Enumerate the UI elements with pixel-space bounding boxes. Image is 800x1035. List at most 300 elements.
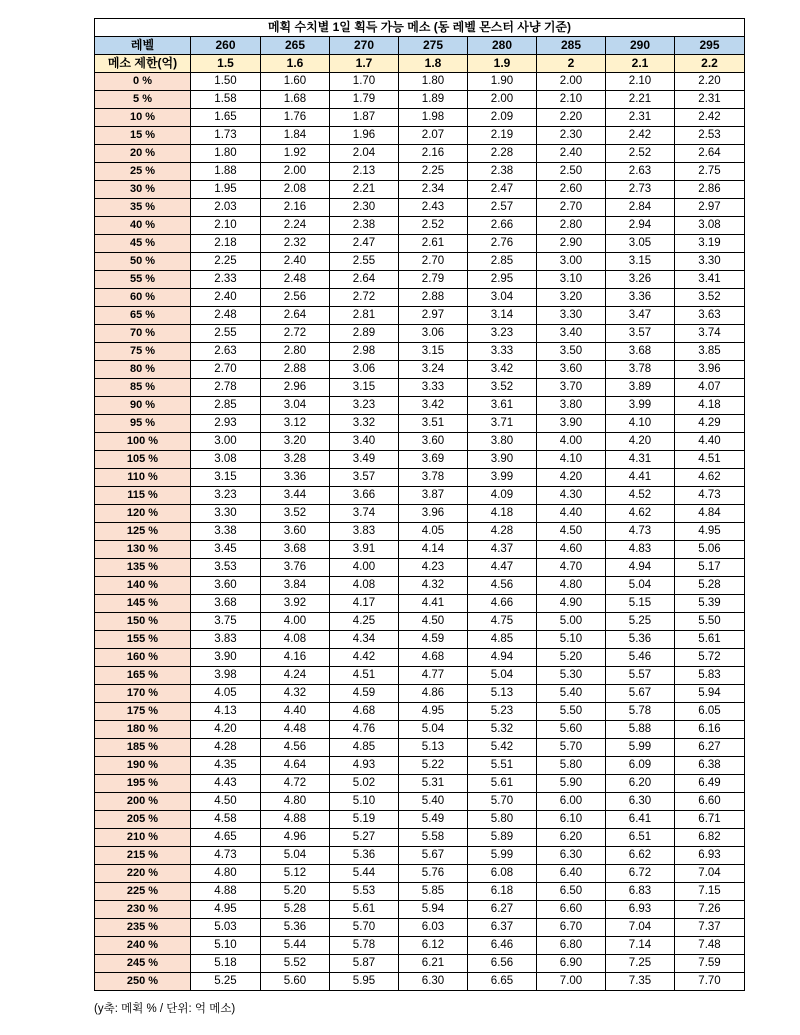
table-cell: 7.59 <box>675 955 745 973</box>
table-cell: 2.08 <box>261 181 330 199</box>
table-cell: 3.06 <box>330 361 399 379</box>
table-cell: 1.79 <box>330 91 399 109</box>
table-cell: 3.78 <box>606 361 675 379</box>
table-cell: 5.13 <box>399 739 468 757</box>
table-cell: 3.20 <box>261 433 330 451</box>
table-cell: 4.75 <box>468 613 537 631</box>
table-row <box>95 847 745 865</box>
table-cell: 2.25 <box>191 253 261 271</box>
table-cell: 4.51 <box>675 451 745 469</box>
percent-row-header: 220 % <box>95 865 191 883</box>
table-cell: 3.70 <box>537 379 606 397</box>
table-cell: 3.08 <box>191 451 261 469</box>
table-row <box>95 703 745 721</box>
table-cell: 6.49 <box>675 775 745 793</box>
table-cell: 4.23 <box>399 559 468 577</box>
table-cell: 1.90 <box>468 73 537 91</box>
percent-row-header: 120 % <box>95 505 191 523</box>
percent-row-header: 240 % <box>95 937 191 955</box>
table-cell: 2.03 <box>191 199 261 217</box>
table-cell: 3.50 <box>537 343 606 361</box>
table-row <box>95 361 745 379</box>
table-cell: 3.52 <box>468 379 537 397</box>
percent-row-header: 55 % <box>95 271 191 289</box>
table-cell: 5.36 <box>261 919 330 937</box>
table-cell: 5.36 <box>606 631 675 649</box>
table-row <box>95 757 745 775</box>
percent-row-header: 125 % <box>95 523 191 541</box>
table-cell: 1.88 <box>191 163 261 181</box>
table-cell: 6.80 <box>537 937 606 955</box>
table-cell: 5.44 <box>330 865 399 883</box>
table-cell: 2.79 <box>399 271 468 289</box>
table-cell: 5.99 <box>468 847 537 865</box>
table-cell: 2.72 <box>330 289 399 307</box>
table-cell: 5.61 <box>675 631 745 649</box>
table-row <box>95 955 745 973</box>
table-cell: 1.95 <box>191 181 261 199</box>
table-cell: 6.56 <box>468 955 537 973</box>
table-cell: 4.88 <box>191 883 261 901</box>
table-cell: 2.10 <box>606 73 675 91</box>
table-cell: 3.89 <box>606 379 675 397</box>
level-header-cell: 285 <box>537 37 606 55</box>
table-cell: 6.90 <box>537 955 606 973</box>
limit-header-row <box>95 55 745 73</box>
percent-row-header: 20 % <box>95 145 191 163</box>
percent-row-header: 155 % <box>95 631 191 649</box>
table-cell: 5.13 <box>468 685 537 703</box>
percent-row-header: 180 % <box>95 721 191 739</box>
table-cell: 5.76 <box>399 865 468 883</box>
table-cell: 5.67 <box>399 847 468 865</box>
table-cell: 2.72 <box>261 325 330 343</box>
table-row <box>95 541 745 559</box>
level-header-cell: 290 <box>606 37 675 55</box>
table-cell: 2.40 <box>261 253 330 271</box>
table-row <box>95 325 745 343</box>
table-cell: 4.95 <box>191 901 261 919</box>
percent-row-header: 195 % <box>95 775 191 793</box>
percent-row-header: 190 % <box>95 757 191 775</box>
level-header-cell: 260 <box>191 37 261 55</box>
table-cell: 3.57 <box>606 325 675 343</box>
table-cell: 3.53 <box>191 559 261 577</box>
table-cell: 4.66 <box>468 595 537 613</box>
percent-row-header: 25 % <box>95 163 191 181</box>
table-row <box>95 883 745 901</box>
table-row <box>95 613 745 631</box>
table-cell: 2.84 <box>606 199 675 217</box>
table-cell: 2.38 <box>468 163 537 181</box>
table-row <box>95 271 745 289</box>
table-cell: 4.90 <box>537 595 606 613</box>
percent-row-header: 160 % <box>95 649 191 667</box>
table-cell: 4.51 <box>330 667 399 685</box>
table-row <box>95 199 745 217</box>
table-cell: 2.80 <box>261 343 330 361</box>
table-cell: 2.55 <box>191 325 261 343</box>
table-cell: 4.40 <box>675 433 745 451</box>
footnote: (y축: 메획 % / 단위: 억 메소) <box>94 1003 236 1015</box>
table-cell: 3.15 <box>399 343 468 361</box>
table-cell: 7.48 <box>675 937 745 955</box>
percent-row-header: 100 % <box>95 433 191 451</box>
table-row <box>95 559 745 577</box>
table-cell: 3.69 <box>399 451 468 469</box>
table-row <box>95 73 745 91</box>
table-cell: 2.48 <box>261 271 330 289</box>
table-cell: 2.73 <box>606 181 675 199</box>
table-cell: 7.15 <box>675 883 745 901</box>
table-cell: 5.44 <box>261 937 330 955</box>
table-cell: 4.73 <box>675 487 745 505</box>
table-cell: 3.36 <box>606 289 675 307</box>
table-cell: 1.96 <box>330 127 399 145</box>
table-cell: 4.58 <box>191 811 261 829</box>
table-cell: 2.97 <box>675 199 745 217</box>
table-cell: 3.00 <box>191 433 261 451</box>
table-cell: 2.80 <box>537 217 606 235</box>
table-cell: 2.10 <box>191 217 261 235</box>
table-row <box>95 235 745 253</box>
table-cell: 4.65 <box>191 829 261 847</box>
percent-row-header: 115 % <box>95 487 191 505</box>
table-cell: 1.60 <box>261 73 330 91</box>
table-cell: 2.42 <box>606 127 675 145</box>
table-cell: 6.03 <box>399 919 468 937</box>
table-cell: 6.27 <box>675 739 745 757</box>
table-cell: 3.60 <box>399 433 468 451</box>
level-header-cell: 275 <box>399 37 468 55</box>
table-row <box>95 577 745 595</box>
table-cell: 7.00 <box>537 973 606 991</box>
table-cell: 3.04 <box>468 289 537 307</box>
table-cell: 2.40 <box>191 289 261 307</box>
table-cell: 6.30 <box>399 973 468 991</box>
table-cell: 3.96 <box>399 505 468 523</box>
limit-header-cell: 2.2 <box>675 55 745 73</box>
table-cell: 4.10 <box>606 415 675 433</box>
table-cell: 3.40 <box>537 325 606 343</box>
table-cell: 3.41 <box>675 271 745 289</box>
table-cell: 4.07 <box>675 379 745 397</box>
table-cell: 5.51 <box>468 757 537 775</box>
table-cell: 2.42 <box>675 109 745 127</box>
table-cell: 5.03 <box>191 919 261 937</box>
table-cell: 3.52 <box>261 505 330 523</box>
table-row <box>95 775 745 793</box>
table-cell: 2.93 <box>191 415 261 433</box>
table-cell: 3.60 <box>191 577 261 595</box>
table-cell: 3.66 <box>330 487 399 505</box>
table-cell: 5.60 <box>537 721 606 739</box>
table-row <box>95 973 745 991</box>
table-cell: 3.33 <box>468 343 537 361</box>
table-cell: 5.70 <box>468 793 537 811</box>
table-cell: 4.05 <box>399 523 468 541</box>
limit-header-cell: 1.6 <box>261 55 330 73</box>
table-cell: 2.40 <box>537 145 606 163</box>
table-row <box>95 649 745 667</box>
table-cell: 5.25 <box>606 613 675 631</box>
table-cell: 1.92 <box>261 145 330 163</box>
table-cell: 4.48 <box>261 721 330 739</box>
table-cell: 4.32 <box>261 685 330 703</box>
table-cell: 4.59 <box>330 685 399 703</box>
table-cell: 5.60 <box>261 973 330 991</box>
table-cell: 2.52 <box>399 217 468 235</box>
table-cell: 3.99 <box>606 397 675 415</box>
table-cell: 2.66 <box>468 217 537 235</box>
table-cell: 3.80 <box>468 433 537 451</box>
table-cell: 4.41 <box>399 595 468 613</box>
table-row <box>95 307 745 325</box>
table-cell: 6.38 <box>675 757 745 775</box>
table-cell: 3.15 <box>330 379 399 397</box>
table-cell: 6.72 <box>606 865 675 883</box>
table-cell: 3.74 <box>330 505 399 523</box>
percent-row-header: 40 % <box>95 217 191 235</box>
table-cell: 3.15 <box>606 253 675 271</box>
limit-header-cell: 1.7 <box>330 55 399 73</box>
table-cell: 2.63 <box>606 163 675 181</box>
table-cell: 7.37 <box>675 919 745 937</box>
table-cell: 4.73 <box>191 847 261 865</box>
percent-row-header: 80 % <box>95 361 191 379</box>
table-cell: 5.78 <box>606 703 675 721</box>
table-cell: 3.23 <box>468 325 537 343</box>
table-cell: 7.04 <box>675 865 745 883</box>
table-cell: 4.73 <box>606 523 675 541</box>
table-cell: 4.96 <box>261 829 330 847</box>
table-title: 메획 수치별 1일 획득 가능 메소 (동 레벨 몬스터 사냥 기준) <box>95 19 745 37</box>
table-cell: 5.80 <box>468 811 537 829</box>
level-header-cell: 270 <box>330 37 399 55</box>
table-cell: 4.13 <box>191 703 261 721</box>
table-cell: 4.62 <box>606 505 675 523</box>
table-cell: 2.98 <box>330 343 399 361</box>
table-cell: 4.31 <box>606 451 675 469</box>
percent-row-header: 105 % <box>95 451 191 469</box>
table-cell: 3.45 <box>191 541 261 559</box>
meso-table <box>94 18 745 991</box>
table-cell: 5.67 <box>606 685 675 703</box>
table-cell: 3.06 <box>399 325 468 343</box>
table-cell: 5.04 <box>399 721 468 739</box>
table-row <box>95 739 745 757</box>
table-cell: 2.31 <box>606 109 675 127</box>
limit-header-cell: 1.8 <box>399 55 468 73</box>
table-cell: 3.15 <box>191 469 261 487</box>
table-row <box>95 181 745 199</box>
table-cell: 4.80 <box>191 865 261 883</box>
table-cell: 5.89 <box>468 829 537 847</box>
percent-row-header: 135 % <box>95 559 191 577</box>
table-cell: 5.22 <box>399 757 468 775</box>
table-cell: 2.09 <box>468 109 537 127</box>
table-cell: 2.00 <box>261 163 330 181</box>
table-cell: 3.74 <box>675 325 745 343</box>
table-row <box>95 631 745 649</box>
table-cell: 2.52 <box>606 145 675 163</box>
table-cell: 4.85 <box>468 631 537 649</box>
table-cell: 2.33 <box>191 271 261 289</box>
table-cell: 4.34 <box>330 631 399 649</box>
table-cell: 4.28 <box>468 523 537 541</box>
table-cell: 2.18 <box>191 235 261 253</box>
table-cell: 4.20 <box>191 721 261 739</box>
table-cell: 5.95 <box>330 973 399 991</box>
table-cell: 3.68 <box>606 343 675 361</box>
table-cell: 1.50 <box>191 73 261 91</box>
table-cell: 5.78 <box>330 937 399 955</box>
table-cell: 5.28 <box>675 577 745 595</box>
table-cell: 6.05 <box>675 703 745 721</box>
table-cell: 2.28 <box>468 145 537 163</box>
table-cell: 5.87 <box>330 955 399 973</box>
table-cell: 3.60 <box>537 361 606 379</box>
table-cell: 5.61 <box>330 901 399 919</box>
table-cell: 2.19 <box>468 127 537 145</box>
table-row <box>95 469 745 487</box>
table-cell: 5.15 <box>606 595 675 613</box>
percent-row-header: 60 % <box>95 289 191 307</box>
table-cell: 4.09 <box>468 487 537 505</box>
table-row <box>95 397 745 415</box>
table-cell: 4.88 <box>261 811 330 829</box>
table-cell: 4.14 <box>399 541 468 559</box>
percent-row-header: 245 % <box>95 955 191 973</box>
table-cell: 5.52 <box>261 955 330 973</box>
table-cell: 4.68 <box>330 703 399 721</box>
table-cell: 2.32 <box>261 235 330 253</box>
table-cell: 6.21 <box>399 955 468 973</box>
table-cell: 6.20 <box>537 829 606 847</box>
table-cell: 4.08 <box>261 631 330 649</box>
table-cell: 4.47 <box>468 559 537 577</box>
table-row <box>95 289 745 307</box>
table-cell: 4.56 <box>468 577 537 595</box>
table-cell: 5.40 <box>399 793 468 811</box>
percent-row-header: 165 % <box>95 667 191 685</box>
table-cell: 3.85 <box>675 343 745 361</box>
limit-header-cell: 1.9 <box>468 55 537 73</box>
table-cell: 2.30 <box>330 199 399 217</box>
table-cell: 3.24 <box>399 361 468 379</box>
table-cell: 3.20 <box>537 289 606 307</box>
table-cell: 4.93 <box>330 757 399 775</box>
table-cell: 5.10 <box>537 631 606 649</box>
table-cell: 4.37 <box>468 541 537 559</box>
table-cell: 5.72 <box>675 649 745 667</box>
table-cell: 4.50 <box>399 613 468 631</box>
table-cell: 5.04 <box>468 667 537 685</box>
table-cell: 6.70 <box>537 919 606 937</box>
table-cell: 4.80 <box>261 793 330 811</box>
table-cell: 2.00 <box>468 91 537 109</box>
table-cell: 5.61 <box>468 775 537 793</box>
table-cell: 1.87 <box>330 109 399 127</box>
table-cell: 3.47 <box>606 307 675 325</box>
table-cell: 4.60 <box>537 541 606 559</box>
table-cell: 7.04 <box>606 919 675 937</box>
table-cell: 3.90 <box>191 649 261 667</box>
table-cell: 2.43 <box>399 199 468 217</box>
table-cell: 2.48 <box>191 307 261 325</box>
table-cell: 1.84 <box>261 127 330 145</box>
table-cell: 2.25 <box>399 163 468 181</box>
table-cell: 2.97 <box>399 307 468 325</box>
table-cell: 3.98 <box>191 667 261 685</box>
table-cell: 3.84 <box>261 577 330 595</box>
table-cell: 6.09 <box>606 757 675 775</box>
table-cell: 4.86 <box>399 685 468 703</box>
table-cell: 5.70 <box>330 919 399 937</box>
table-cell: 4.59 <box>399 631 468 649</box>
table-cell: 5.46 <box>606 649 675 667</box>
table-cell: 3.19 <box>675 235 745 253</box>
table-cell: 4.83 <box>606 541 675 559</box>
table-cell: 2.94 <box>606 217 675 235</box>
table-cell: 5.31 <box>399 775 468 793</box>
table-cell: 3.33 <box>399 379 468 397</box>
table-cell: 3.51 <box>399 415 468 433</box>
table-cell: 6.37 <box>468 919 537 937</box>
table-cell: 2.16 <box>261 199 330 217</box>
table-cell: 1.98 <box>399 109 468 127</box>
table-cell: 6.50 <box>537 883 606 901</box>
percent-row-header: 50 % <box>95 253 191 271</box>
level-header-row <box>95 37 745 55</box>
table-cell: 5.42 <box>468 739 537 757</box>
table-cell: 4.70 <box>537 559 606 577</box>
table-cell: 2.75 <box>675 163 745 181</box>
table-cell: 5.36 <box>330 847 399 865</box>
table-cell: 4.17 <box>330 595 399 613</box>
table-cell: 6.65 <box>468 973 537 991</box>
table-cell: 4.18 <box>675 397 745 415</box>
table-row <box>95 109 745 127</box>
table-row <box>95 901 745 919</box>
table-cell: 6.46 <box>468 937 537 955</box>
table-row <box>95 937 745 955</box>
table-cell: 7.70 <box>675 973 745 991</box>
table-row <box>95 685 745 703</box>
percent-row-header: 145 % <box>95 595 191 613</box>
table-cell: 5.50 <box>675 613 745 631</box>
table-cell: 3.38 <box>191 523 261 541</box>
percent-row-header: 230 % <box>95 901 191 919</box>
table-cell: 4.64 <box>261 757 330 775</box>
table-cell: 4.00 <box>537 433 606 451</box>
table-cell: 5.12 <box>261 865 330 883</box>
table-cell: 3.40 <box>330 433 399 451</box>
table-cell: 4.24 <box>261 667 330 685</box>
table-row <box>95 487 745 505</box>
level-label: 레벨 <box>95 37 191 55</box>
table-cell: 5.02 <box>330 775 399 793</box>
percent-row-header: 235 % <box>95 919 191 937</box>
table-cell: 2.31 <box>675 91 745 109</box>
table-cell: 4.35 <box>191 757 261 775</box>
percent-row-header: 70 % <box>95 325 191 343</box>
limit-header-cell: 2.1 <box>606 55 675 73</box>
table-cell: 2.34 <box>399 181 468 199</box>
table-cell: 4.20 <box>537 469 606 487</box>
table-cell: 5.70 <box>537 739 606 757</box>
table-cell: 4.42 <box>330 649 399 667</box>
